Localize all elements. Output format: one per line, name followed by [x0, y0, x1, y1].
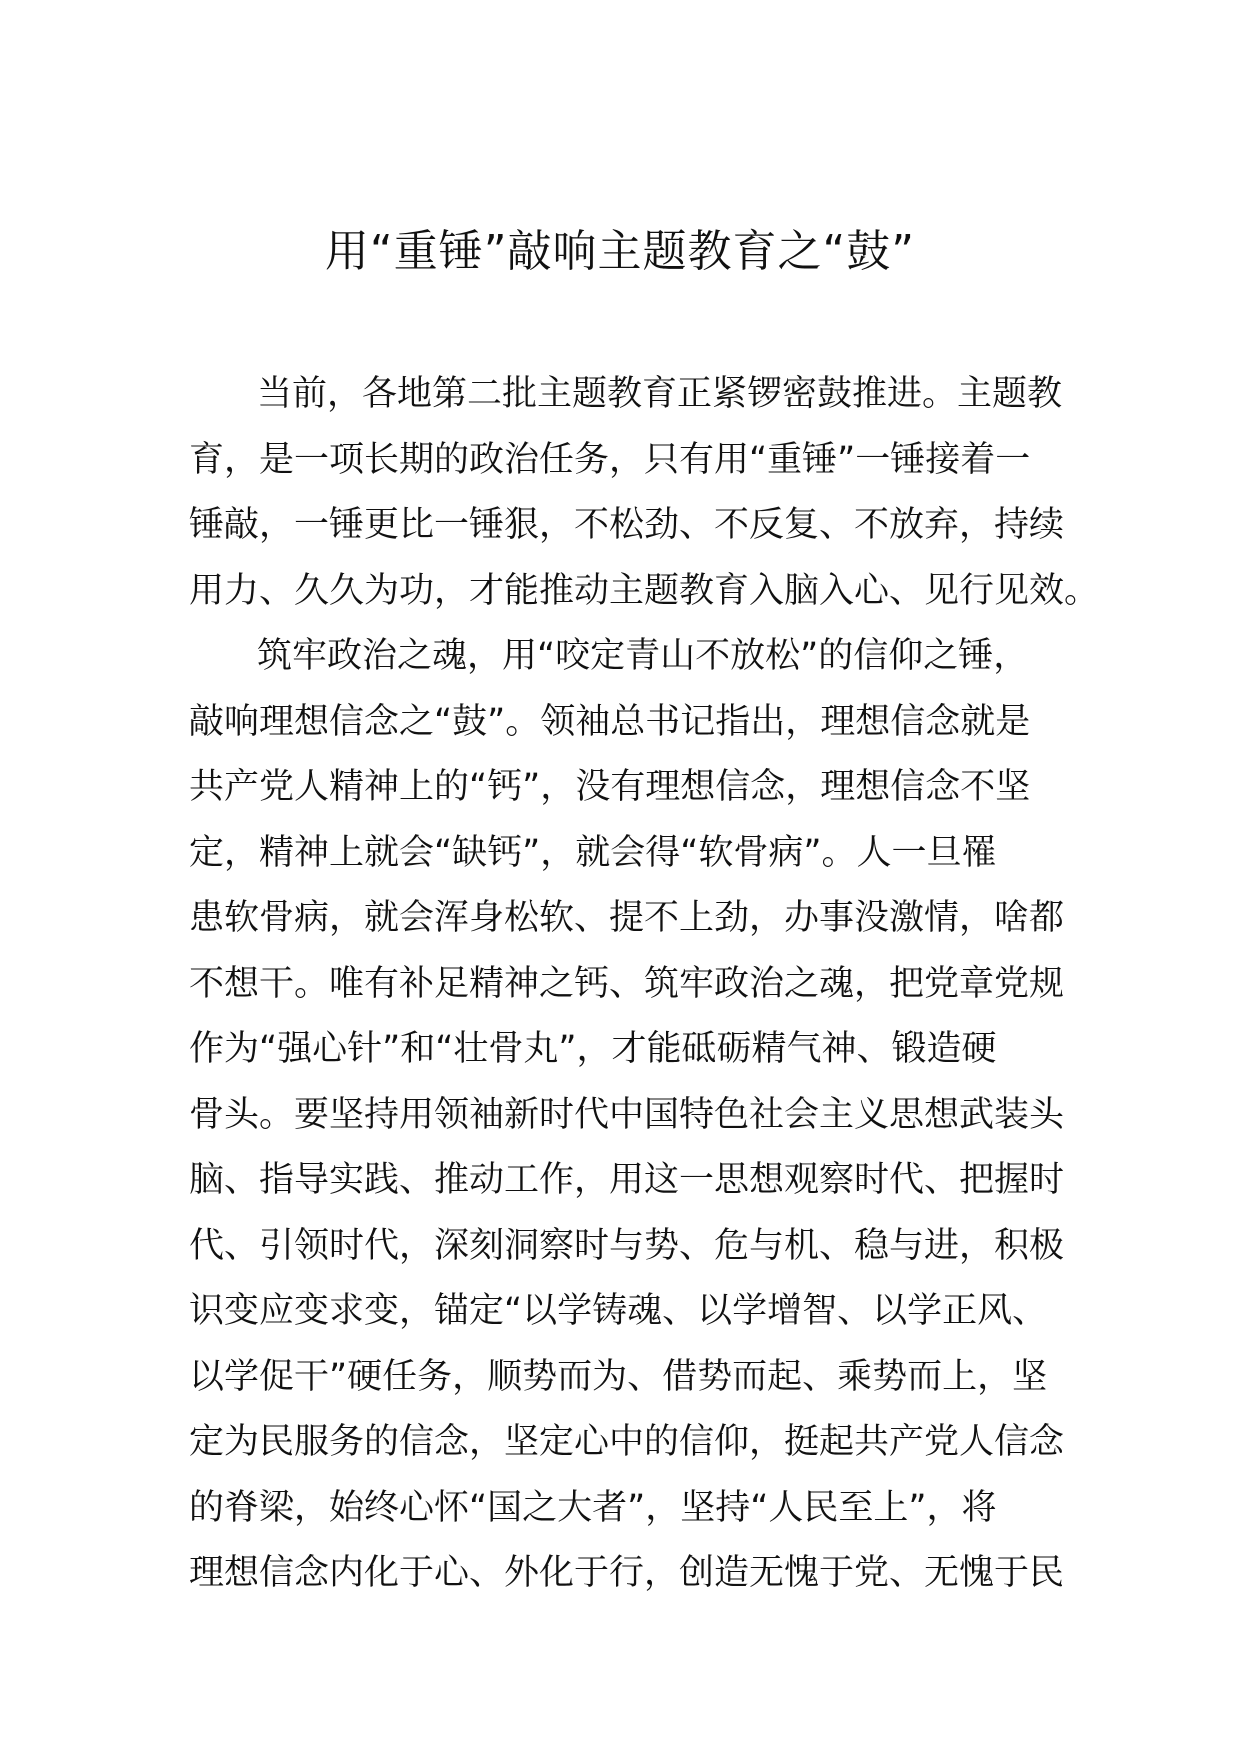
paragraph-2-line-9: 脑、指导实践、推动工作，用这一思想观察时代、把握时: [189, 1160, 1065, 1200]
paragraph-2-line-13: 定为民服务的信念，坚定心中的信仰，挺起共产党人信念: [189, 1422, 1065, 1462]
paragraph-2-line-4: 定，精神上就会“缺钙”，就会得“软骨病”。人一旦罹: [189, 832, 997, 873]
paragraph-2-line-2: 敲响理想信念之“鼓”。领袖总书记指出，理想信念就是: [189, 701, 1031, 742]
paragraph-2-line-5: 患软骨病，就会浑身松软、提不上劲，办事没激情，啥都: [189, 898, 1065, 938]
paragraph-2-line-15: 理想信念内化于心、外化于行，创造无愧于党、无愧于民: [189, 1553, 1065, 1593]
paragraph-2-line-3: 共产党人精神上的“钙”，没有理想信念，理想信念不坚: [189, 767, 1031, 807]
document-title: 用“重锤”敲响主题教育之“鼓”: [324, 226, 916, 277]
paragraph-2-line-14: 的脊梁，始终心怀“国之大者”，坚持“人民至上”，将: [189, 1487, 997, 1528]
paragraph-2-line-6: 不想干。唯有补足精神之钙、筑牢政治之魂，把党章党规: [189, 963, 1065, 1004]
paragraph-1-line-3: 锤敲，一锤更比一锤狠，不松劲、不反复、不放弃，持续: [189, 505, 1065, 545]
paragraph-1-line-2: 育，是一项长期的政治任务，只有用“重锤”一锤接着一: [189, 439, 1031, 480]
document-body: [189, 362, 1100, 1607]
paragraph-2-line-7: 作为“强心针”和“壮骨丸”，才能砥砺精气神、锻造硬: [189, 1029, 997, 1069]
paragraph-1-line-4: 用力、久久为功，才能推动主题教育入脑入心、见行见效。: [189, 570, 1100, 611]
paragraph-2-line-10: 代、引领时代，深刻洞察时与势、危与机、稳与进，积极: [189, 1225, 1065, 1266]
paragraph-2-line-1: 筑牢政治之魂，用“咬定青山不放松”的信仰之锤，: [257, 636, 1029, 676]
paragraph-2-line-8: 骨头。要坚持用领袖新时代中国特色社会主义思想武装头: [189, 1094, 1065, 1135]
paragraph-2-line-12: 以学促干”硬任务，顺势而为、借势而起、乘势而上，坚: [189, 1356, 1048, 1397]
paragraph-2-line-11: 识变应变求变，锚定“以学铸魂、以学增智、以学正风、: [189, 1291, 1048, 1331]
paragraph-1-line-1: 当前，各地第二批主题教育正紧锣密鼓推进。主题教: [257, 374, 1063, 414]
